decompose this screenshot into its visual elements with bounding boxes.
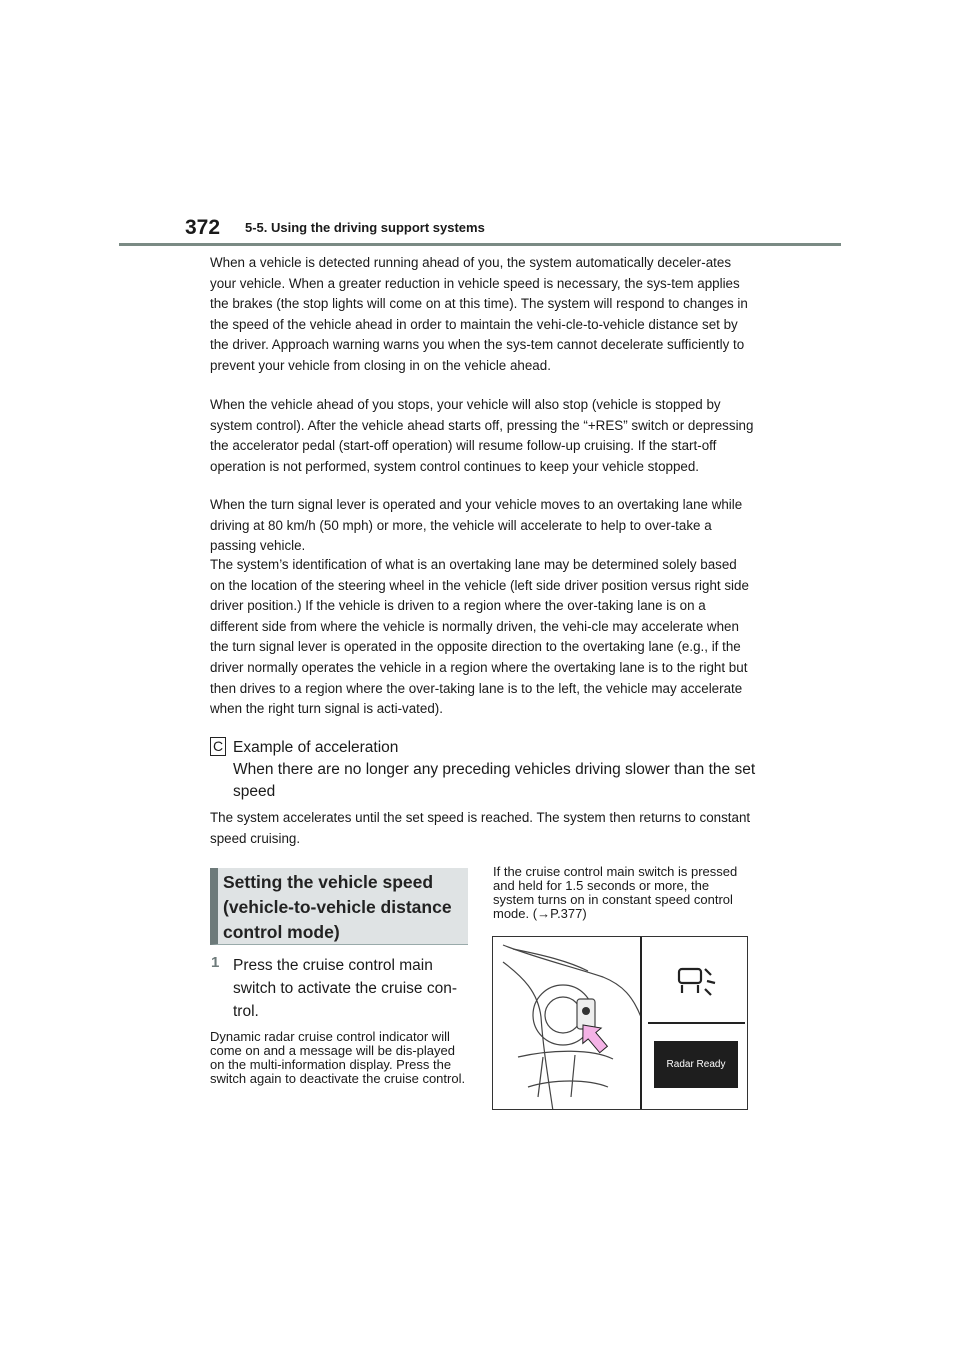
constant-speed-note: If the cruise control main switch is pressed and held for 1.5 seconds or more, the system turns on in constant speed control mode. (→P.377) — [493, 864, 738, 921]
paragraph-deceleration: When a vehicle is detected running ahead of you, the system automatically deceler-ates your vehicle. When a greater reduction in vehicle speed is necessary, the sys-tem applies the brakes (the stop lights will come on at this time). The system will respond to changes in the speed of the vehicle ahead in order to maintain the vehi-cle-to-vehicle distance set by the driver. Approach warning warns you when the sys-tem cannot decelerate sufficiently to prevent your vehicle from closing in on the vehicle ahead. — [210, 255, 748, 373]
section-title: 5-5. Using the driving support systems — [245, 220, 485, 235]
radar-cruise-indicator-icon — [679, 969, 715, 995]
step-number: 1 — [211, 954, 220, 971]
paragraph-overtaking: When the turn signal lever is operated and your vehicle moves to an overtaking lane while driving at 80 km/h (50 mph) or more, the vehicle will accelerate to help to over-take a passing vehicle. — [210, 497, 743, 554]
header-rule — [119, 243, 841, 246]
paragraph-overtaking-lane: The system’s identification of what is an overtaking lane may be determined solely based on the location of the steering wheel in the vehicle (left side driver position versus right side driver position.) If the vehicle is driven to a region where the over-taking lane is on a different side from where the vehicle is normally driven, the vehi-cle may accelerate when the turn signal lever is operated in the opposite direction to the overtaking lane (e.g., if the driver normally operates the vehicle in a region where the overtaking lane is to the right but then drives to a region where the over-taking lane is to the left, the vehicle may accelerate when the right turn signal is acti-vated). — [210, 557, 749, 717]
button-glyph — [582, 1007, 590, 1015]
example-title: Example of acceleration — [233, 739, 399, 756]
example-subtitle: When there are no longer any preceding vehicles driving slower than the set speed — [233, 761, 756, 800]
step-note: Dynamic radar cruise control indicator will come on and a message will be dis-played on the multi-information display. Press the switch again to deactivate the cruise control. — [210, 1029, 466, 1086]
setting-speed-heading — [210, 868, 468, 945]
steering-wheel-switch — [503, 945, 641, 1110]
step-text: Press the cruise control main switch to activate the cruise con-trol. — [233, 957, 457, 1020]
heading-line: control mode) — [223, 922, 340, 942]
page-number: 372 — [185, 216, 221, 239]
example-body: The system accelerates until the set speed is reached. The system then returns to constant speed cruising. — [210, 810, 751, 846]
radar-ready-message: Radar Ready — [654, 1041, 738, 1088]
example-badge: C — [210, 737, 226, 756]
heading-line: Setting the vehicle speed — [223, 872, 434, 892]
cruise-switch-figure — [492, 936, 748, 1110]
paragraph-stop: When the vehicle ahead of you stops, your vehicle will also stop (vehicle is stopped by system control). After the vehicle ahead starts off, pressing the “+RES” switch or depressing the accelerator pedal (start-off operation) will resume follow-up cruising. If the start-off operation is not performed, system control continues to keep your vehicle stopped. — [210, 397, 754, 474]
heading-line: (vehicle-to-vehicle distance — [223, 897, 452, 917]
